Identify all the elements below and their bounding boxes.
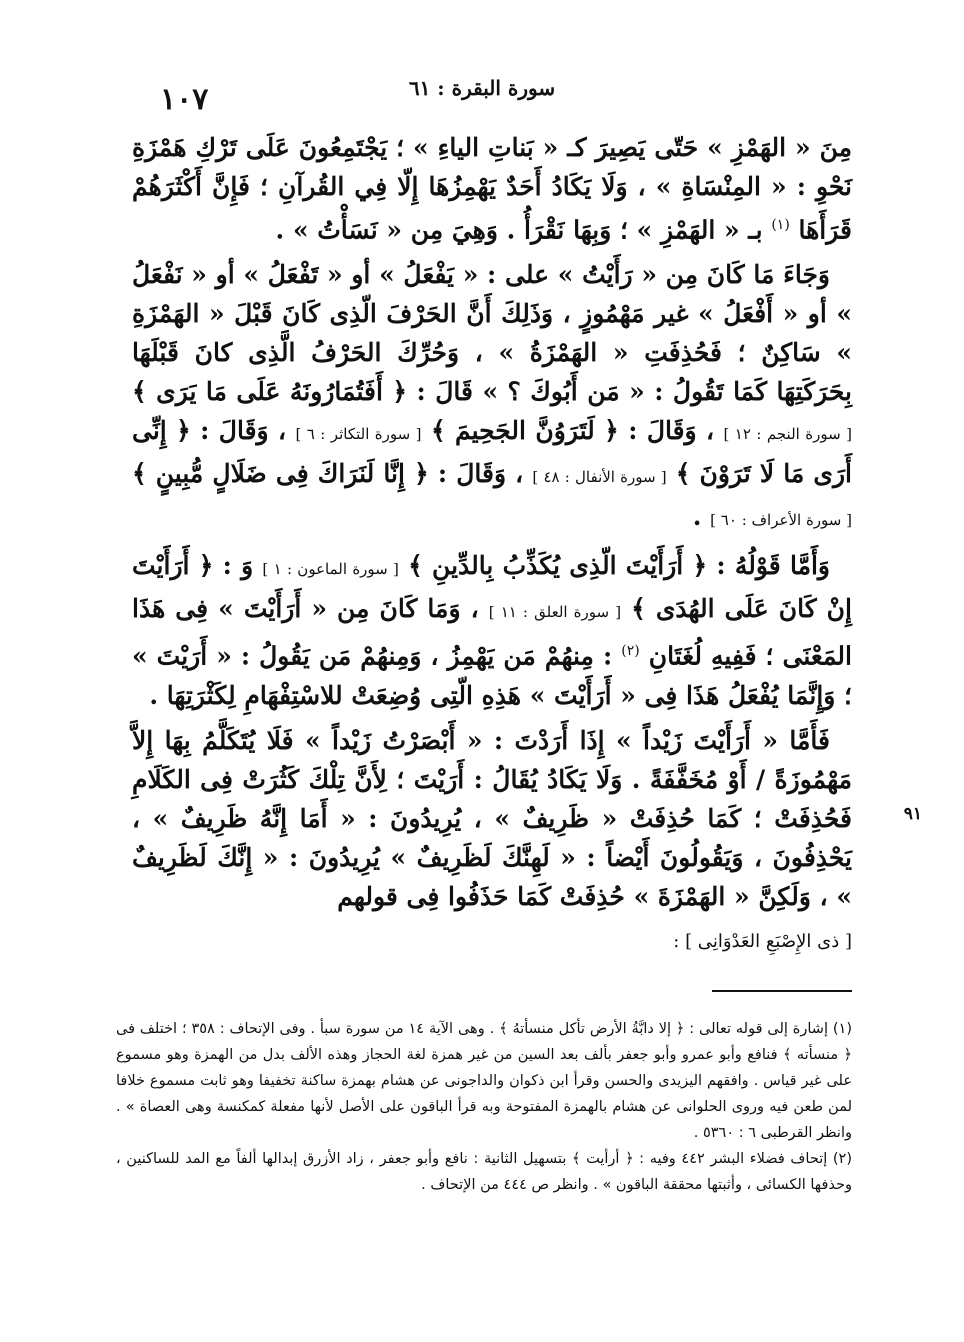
surah-reference: [ سورة العلق : ١١ ] — [488, 603, 622, 622]
manuscript-page-marker: ٩١ — [903, 804, 922, 824]
paragraph-3-text-a: وَأَمَّا قَوْلُهُ : ﴿ أَرَأَيْتَ الّذِى يُكَذِّبُ بِالدِّينِ ﴾ — [408, 551, 830, 581]
paragraph-3-text-b: وَ : ﴿ أَرَأَيْتَ إِنْ كَانَ عَلَى الهُدَى ﴾ — [132, 551, 852, 624]
paragraph-3-text-d: : مِنهُمْ مَن يَهْمِزُ ، وَمِنهُمْ مَن يَقُولُ : « أَرَيْتَ » ؛ وَإِنَّمَا يُفْعَلُ هَذَا فِى « أَرَأَيْتَ » هَذِهِ الّتِى وُضِعَتْ للاسْتِفْهَامِ لِكَثْرَتِهَا . — [132, 641, 852, 710]
paragraph-4 — [132, 721, 852, 916]
paragraph-2-text-a: وَجَاءَ مَا كَانَ مِن « رَأَيْتُ » على : « يَفْعَلُ » أو « تَفْعَلُ » أو « نَفْعَلُ » أو « أَفْعَلُ » غير مَهْمُوزٍ ، وَذَلِكَ أَنَّ الحَرْفَ الّذِى كَانَ قَبْلَ « الهَمْزَةِ » سَاكِنٌ ؛ فَحُذِفَتِ « الهَمْزَةُ » ، وَحُرِّكَ الحَرْفُ الَّذِى كانَ قَبْلَهَا بِحَرَكَتِهَا كَمَا تَقُولُ : « مَن أَبُوكَ ؟ » قَالَ : ﴿ أَفَتُمَارُونَهُ عَلَى مَا يَرَى ﴾ — [132, 260, 852, 407]
running-title: سورة البقرة : ٦١ — [408, 76, 556, 100]
footnote-1: (١) إشارة إلى قوله تعالى : ﴿ إلا دابَّةُ الأرض تأكل منسأتهُ ﴾ . وهى الآية ١٤ من سورة سبأ . وفى الإتحاف : ٣٥٨ ؛ اختلف فى ﴿ منسأته ﴾ فنافع وأبو عمرو وأبو جعفر بألف بعد السين من غير همزة لغة الحجاز وهذه الألف بدل من الهمزة وهو مسموع على غير قياس . وافقهم اليزيدى والحسن وقرأ ابن ذكوان والداجونى عن هشام بهمزة ساكنة تخفيفا وهو ثابت مسموع خلافا لمن طعن فيه وروى الحلوانى عن هشام بالهمزة المفتوحة وبه قرأ الباقون على الأصل لأنها مفعلة كمكنسة وهى العصاة » . وانظر القرطبى ٦ : ٥٣٦٠ . — [116, 1021, 852, 1141]
surah-reference: [ سورة الأنفال : ٤٨ ] — [532, 468, 667, 487]
surah-reference: [ سورة الماعون : ١ ] — [262, 560, 399, 579]
paragraph-2-text-c: ، وَقَالَ : ﴿ إِنِّى أَرَى مَا لَا تَرَوْنَ ﴾ — [132, 416, 852, 489]
footnote-marker-1: (١) — [771, 217, 790, 233]
paragraph-2 — [132, 255, 852, 540]
surah-reference: [ سورة الأعراف : ٦٠ ] — [710, 511, 852, 530]
footnote-divider — [712, 990, 852, 992]
paragraph-2-text-d: ، وَقَالَ : ﴿ إِنَّا لَنَرَاكَ فِى ضَلَالٍ مُّبِينٍ ﴾ — [132, 459, 524, 489]
paragraph-3 — [132, 546, 852, 714]
paragraph-5 — [132, 922, 852, 961]
main-text — [132, 128, 852, 967]
paragraph-5-text: [ ذى الإِصْبَعِ العَدْوَانِى ] : — [673, 930, 852, 952]
page-header — [120, 72, 844, 116]
page-number: ١٠٧ — [160, 82, 209, 117]
paragraph-4-text: فَأَمَّا « أَرَأَيْتَ زَيْداً » إِذَا أَرَدْتَ : « أَبْصَرْتُ زَيْداً » فَلَا يُتَكَلَّمُ بِهَا إِلاَّ مَهْمُوزَةً / أَوْ مُخَفَّفَةً . وَلَا يَكَادُ يُقَالُ : أَرَيْتَ ؛ لِأَنَّ تِلْكَ كَثُرَتْ فِى الكَلَامِ فَحُذِفَتْ ؛ كَمَا حُذِفَتْ « ظَرِيفٌ » ، يُرِيدُونَ : « أَمَا إِنَّهُ ظَرِيفٌ » ، يَحْذِفُونَ ، وَيَقُولُونَ أَيْضاً : « لَهِنَّكَ لَظَرِيفٌ » يُرِيدُونَ : « إِنَّكَ لَظَرِيفٌ » ، وَلَكِنَّ « الهَمْزَةَ » حُذِفَتْ كَمَا حَذَفُوا فِى قولهم — [132, 725, 852, 911]
footnote-2: (٢) إتحاف فضلاء البشر ٤٤٢ وفيه : ﴿ أرأيت ﴾ بتسهيل الثانية : نافع وأبو جعفر ، زاد الأزرق إبدالها ألفاً مع المد للساكنين ، وحذفها الكسائى ، وأثبتها محققة الباقون » . وانظر ص ٤٤٤ من الإتحاف . — [116, 1151, 853, 1193]
paragraph-1-end: بـ « الهَمْزِ » ؛ وَبِهَا نَقْرَأُ . وَهِيَ مِن « نَسَأْتُ » . — [275, 215, 763, 245]
footnotes — [116, 1016, 852, 1198]
surah-reference: [ سورة التكاثر : ٦ ] — [295, 425, 422, 444]
paragraph-2-text-b: ، وَقَالَ : ﴿ لَتَرَوُنَّ الجَحِيمَ ﴾ — [430, 416, 715, 446]
paragraph-2-text-e: . — [692, 502, 702, 532]
paragraph-1 — [132, 128, 852, 249]
surah-reference: [ سورة النجم : ١٢ ] — [723, 425, 852, 444]
footnote-marker-2: (٢) — [621, 643, 640, 660]
paragraph-3-text-c: ، وَمَا كَانَ مِن « أَرَأَيْتَ » فِى هَذَا المَعْنَى ؛ فَفِيهِ لُغَتَانِ — [132, 594, 852, 671]
paragraph-1-text: مِنَ « الهَمْزِ » حَتّى يَصِيرَ كـ « بَناتِ الياءِ » ؛ يَجْتَمِعُونَ عَلَى تَرْكِ هَمْزَةِ نَحْوِ : « المِنْسَاةِ » ، وَلَا يَكَادُ أَحَدٌ يَهْمِزُهَا إِلّا فِي القُرآنِ ؛ فَإِنَّ أَكْثَرَهُمْ قَرَأَهَا — [132, 133, 852, 245]
